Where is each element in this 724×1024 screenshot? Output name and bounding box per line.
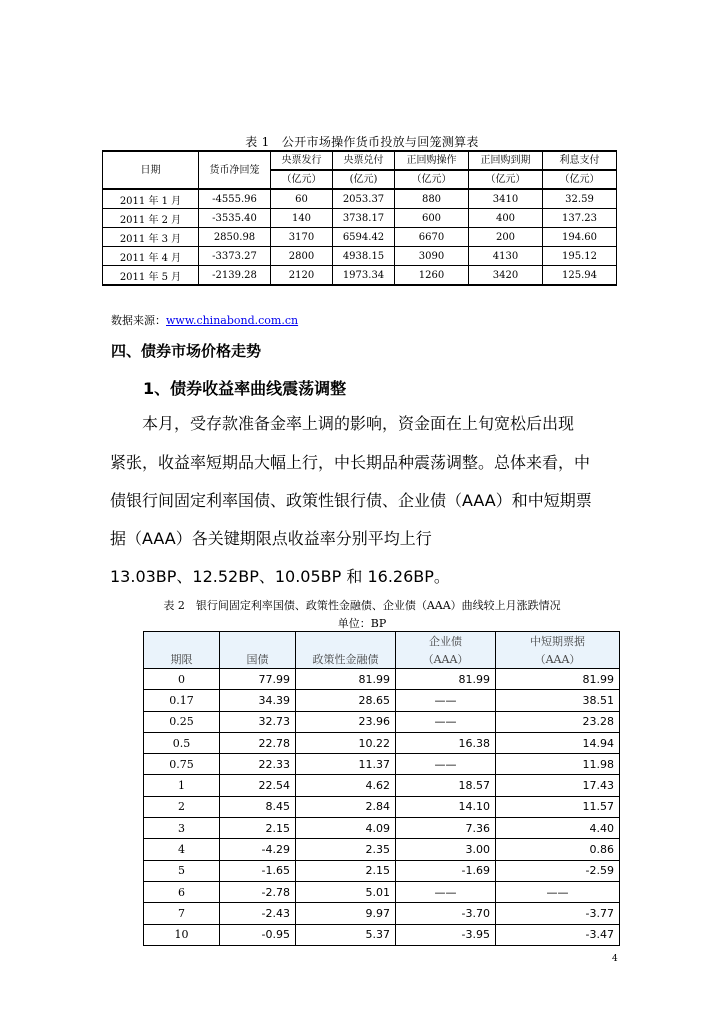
table-cell: 10.22 — [296, 732, 396, 753]
table1-header-unit: （亿元） — [543, 170, 617, 189]
table2-header-spacer — [296, 632, 396, 651]
table-cell: 6 — [144, 881, 220, 902]
table-cell: 125.94 — [543, 266, 617, 286]
table2-header-row — [144, 650, 620, 669]
table-row — [103, 266, 617, 286]
table-cell: 1 — [144, 775, 220, 796]
table-cell: 11.98 — [496, 754, 620, 775]
table-cell: -2.78 — [220, 881, 296, 902]
table1-caption: 表 1 公开市场操作货币投放与回笼测算表 — [245, 135, 479, 149]
table-cell: 22.33 — [220, 754, 296, 775]
table-cell: 3.00 — [396, 839, 496, 860]
table2-header-spacer — [144, 632, 220, 651]
table-cell: 195.12 — [543, 247, 617, 266]
paragraph-line-4: 据（AAA）各关键期限点收益率分别平均上行 — [110, 529, 432, 548]
table-cell: -3535.40 — [199, 209, 271, 228]
table-cell: 1260 — [395, 266, 469, 286]
table-cell: 77.99 — [220, 669, 296, 690]
table-row — [144, 732, 620, 753]
table-cell: 0.86 — [496, 839, 620, 860]
table-cell: —— — [396, 754, 496, 775]
table-cell: 0.25 — [144, 711, 220, 732]
paragraph-line-1: 本月，受存款准备金率上调的影响，资金面在上旬宽松后出现 — [142, 414, 575, 433]
table-cell: 3410 — [469, 189, 543, 209]
table-cell: -2.59 — [496, 860, 620, 881]
table-cell: -1.65 — [220, 860, 296, 881]
table-cell: 2120 — [271, 266, 333, 286]
table-cell: 880 — [395, 189, 469, 209]
table-row — [144, 881, 620, 902]
table-cell: 400 — [469, 209, 543, 228]
table-row — [103, 209, 617, 228]
table-cell: 3420 — [469, 266, 543, 286]
table-cell: 23.28 — [496, 711, 620, 732]
table-cell: -3.77 — [496, 903, 620, 924]
table-cell: -4.29 — [220, 839, 296, 860]
table2-header-spacer — [220, 632, 296, 651]
table-row — [144, 818, 620, 839]
table-cell: 2.35 — [296, 839, 396, 860]
table-cell: 2.84 — [296, 796, 396, 817]
table-cell: -1.69 — [396, 860, 496, 881]
table-cell: 2011 年 5 月 — [103, 266, 199, 286]
table-cell: —— — [396, 881, 496, 902]
table-row — [103, 247, 617, 266]
table-row — [103, 189, 617, 209]
table-cell: 5.37 — [296, 924, 396, 945]
table-cell: 81.99 — [396, 669, 496, 690]
table-cell: 17.43 — [496, 775, 620, 796]
table2-header-cell: 中短期票据 — [496, 632, 620, 651]
table1-header-cell: 日期 — [103, 151, 199, 189]
table-cell: -2.43 — [220, 903, 296, 924]
table-cell: -0.95 — [220, 924, 296, 945]
table-cell: 34.39 — [220, 690, 296, 711]
table2-header-cell: 政策性金融债 — [296, 650, 396, 669]
table-cell: 140 — [271, 209, 333, 228]
table-cell: 6594.42 — [333, 228, 395, 247]
open-market-operations-table — [102, 150, 617, 286]
table1-header-cell: 正回购操作 — [395, 151, 469, 170]
table-cell: 5.01 — [296, 881, 396, 902]
table2-header-cell: 期限 — [144, 650, 220, 669]
table-cell: -3.47 — [496, 924, 620, 945]
table-cell: 81.99 — [296, 669, 396, 690]
yield-change-table — [143, 631, 620, 946]
table-cell: 4.40 — [496, 818, 620, 839]
table-row — [144, 839, 620, 860]
table-cell: -3.70 — [396, 903, 496, 924]
table1-header-row — [103, 151, 617, 170]
table-cell: 22.54 — [220, 775, 296, 796]
table-cell: 2011 年 4 月 — [103, 247, 199, 266]
table-cell: 2011 年 2 月 — [103, 209, 199, 228]
table-cell: 0 — [144, 669, 220, 690]
table-cell: 38.51 — [496, 690, 620, 711]
table-row — [144, 669, 620, 690]
table-cell: 11.37 — [296, 754, 396, 775]
table-cell: 2.15 — [296, 860, 396, 881]
paragraph-line-3: 债银行间固定利率国债、政策性银行债、企业债（AAA）和中短期票 — [110, 491, 592, 510]
table-cell: 3090 — [395, 247, 469, 266]
table1-header-cell: 央票发行 — [271, 151, 333, 170]
table-cell: 7.36 — [396, 818, 496, 839]
table-cell: 2.15 — [220, 818, 296, 839]
table-row — [144, 924, 620, 945]
data-source — [111, 312, 298, 328]
table-cell: 14.94 — [496, 732, 620, 753]
table-cell: 0.5 — [144, 732, 220, 753]
table-cell: 7 — [144, 903, 220, 924]
table-cell: 200 — [469, 228, 543, 247]
paragraph-line-5: 13.03BP、12.52BP、10.05BP 和 16.26BP。 — [110, 567, 450, 586]
table-cell: 32.59 — [543, 189, 617, 209]
table-cell: 2011 年 3 月 — [103, 228, 199, 247]
table-row — [144, 903, 620, 924]
table1-header-cell: 央票兑付 — [333, 151, 395, 170]
table-cell: 2850.98 — [199, 228, 271, 247]
table1-header-unit: (亿元) — [333, 170, 395, 189]
table-cell: 6670 — [395, 228, 469, 247]
table-cell: -2139.28 — [199, 266, 271, 286]
table2-header-cell: 国债 — [220, 650, 296, 669]
table-cell: 32.73 — [220, 711, 296, 732]
table-row — [144, 690, 620, 711]
table-cell: 3170 — [271, 228, 333, 247]
table-cell: 5 — [144, 860, 220, 881]
table-cell: 22.78 — [220, 732, 296, 753]
table2-unit: 单位：BP — [337, 617, 387, 630]
table-cell: 9.97 — [296, 903, 396, 924]
table-cell: 28.65 — [296, 690, 396, 711]
table-cell: —— — [396, 690, 496, 711]
table1-header-cell: 正回购到期 — [469, 151, 543, 170]
table-cell: —— — [496, 881, 620, 902]
table1-header-unit: （亿元） — [469, 170, 543, 189]
table-row — [144, 860, 620, 881]
table-row — [144, 775, 620, 796]
table2-header-unit: （AAA） — [496, 650, 620, 669]
table-cell: 194.60 — [543, 228, 617, 247]
table-cell: 4938.15 — [333, 247, 395, 266]
table-cell: 600 — [395, 209, 469, 228]
source-label: 数据来源： — [111, 314, 166, 327]
table-cell: 4 — [144, 839, 220, 860]
table-cell: 81.99 — [496, 669, 620, 690]
table2-header-unit: （AAA） — [396, 650, 496, 669]
table-cell: 18.57 — [396, 775, 496, 796]
table-cell: 2053.37 — [333, 189, 395, 209]
table-row — [144, 711, 620, 732]
table-row — [103, 228, 617, 247]
table-cell: 137.23 — [543, 209, 617, 228]
table-cell: 11.57 — [496, 796, 620, 817]
table-cell: 3738.17 — [333, 209, 395, 228]
table-cell: -4555.96 — [199, 189, 271, 209]
table-row — [144, 796, 620, 817]
table-cell: 8.45 — [220, 796, 296, 817]
table2-header-row — [144, 632, 620, 651]
table-cell: 3 — [144, 818, 220, 839]
table-cell: 0.75 — [144, 754, 220, 775]
table2-header-cell: 企业债 — [396, 632, 496, 651]
table1-header-unit: （亿元） — [271, 170, 333, 189]
table-cell: 14.10 — [396, 796, 496, 817]
table1-header-cell: 货币净回笼 — [199, 151, 271, 189]
table-cell: -3.95 — [396, 924, 496, 945]
table-cell: 4.62 — [296, 775, 396, 796]
table-cell: 4130 — [469, 247, 543, 266]
table-cell: 16.38 — [396, 732, 496, 753]
table-cell: 10 — [144, 924, 220, 945]
table-cell: 1973.34 — [333, 266, 395, 286]
page-number: 4 — [612, 954, 618, 964]
table1-header-unit: （亿元） — [395, 170, 469, 189]
table-cell: 23.96 — [296, 711, 396, 732]
paragraph-line-2: 紧张，收益率短期品大幅上行，中长期品种震荡调整。总体来看，中 — [110, 453, 591, 472]
table2-caption: 表 2 银行间固定利率国债、政策性金融债、企业债（AAA）曲线较上月涨跌情况 — [163, 599, 561, 612]
table-cell: 2 — [144, 796, 220, 817]
table-cell: —— — [396, 711, 496, 732]
section-heading: 四、债券市场价格走势 — [111, 342, 262, 360]
table-row — [144, 754, 620, 775]
source-link[interactable]: www.chinabond.com.cn — [166, 314, 299, 327]
table-cell: 2800 — [271, 247, 333, 266]
subsection-heading: 1、债券收益率曲线震荡调整 — [143, 379, 347, 398]
table-cell: 0.17 — [144, 690, 220, 711]
table1-header-cell: 利息支付 — [543, 151, 617, 170]
table-cell: -3373.27 — [199, 247, 271, 266]
table-cell: 60 — [271, 189, 333, 209]
table-cell: 4.09 — [296, 818, 396, 839]
table-cell: 2011 年 1 月 — [103, 189, 199, 209]
